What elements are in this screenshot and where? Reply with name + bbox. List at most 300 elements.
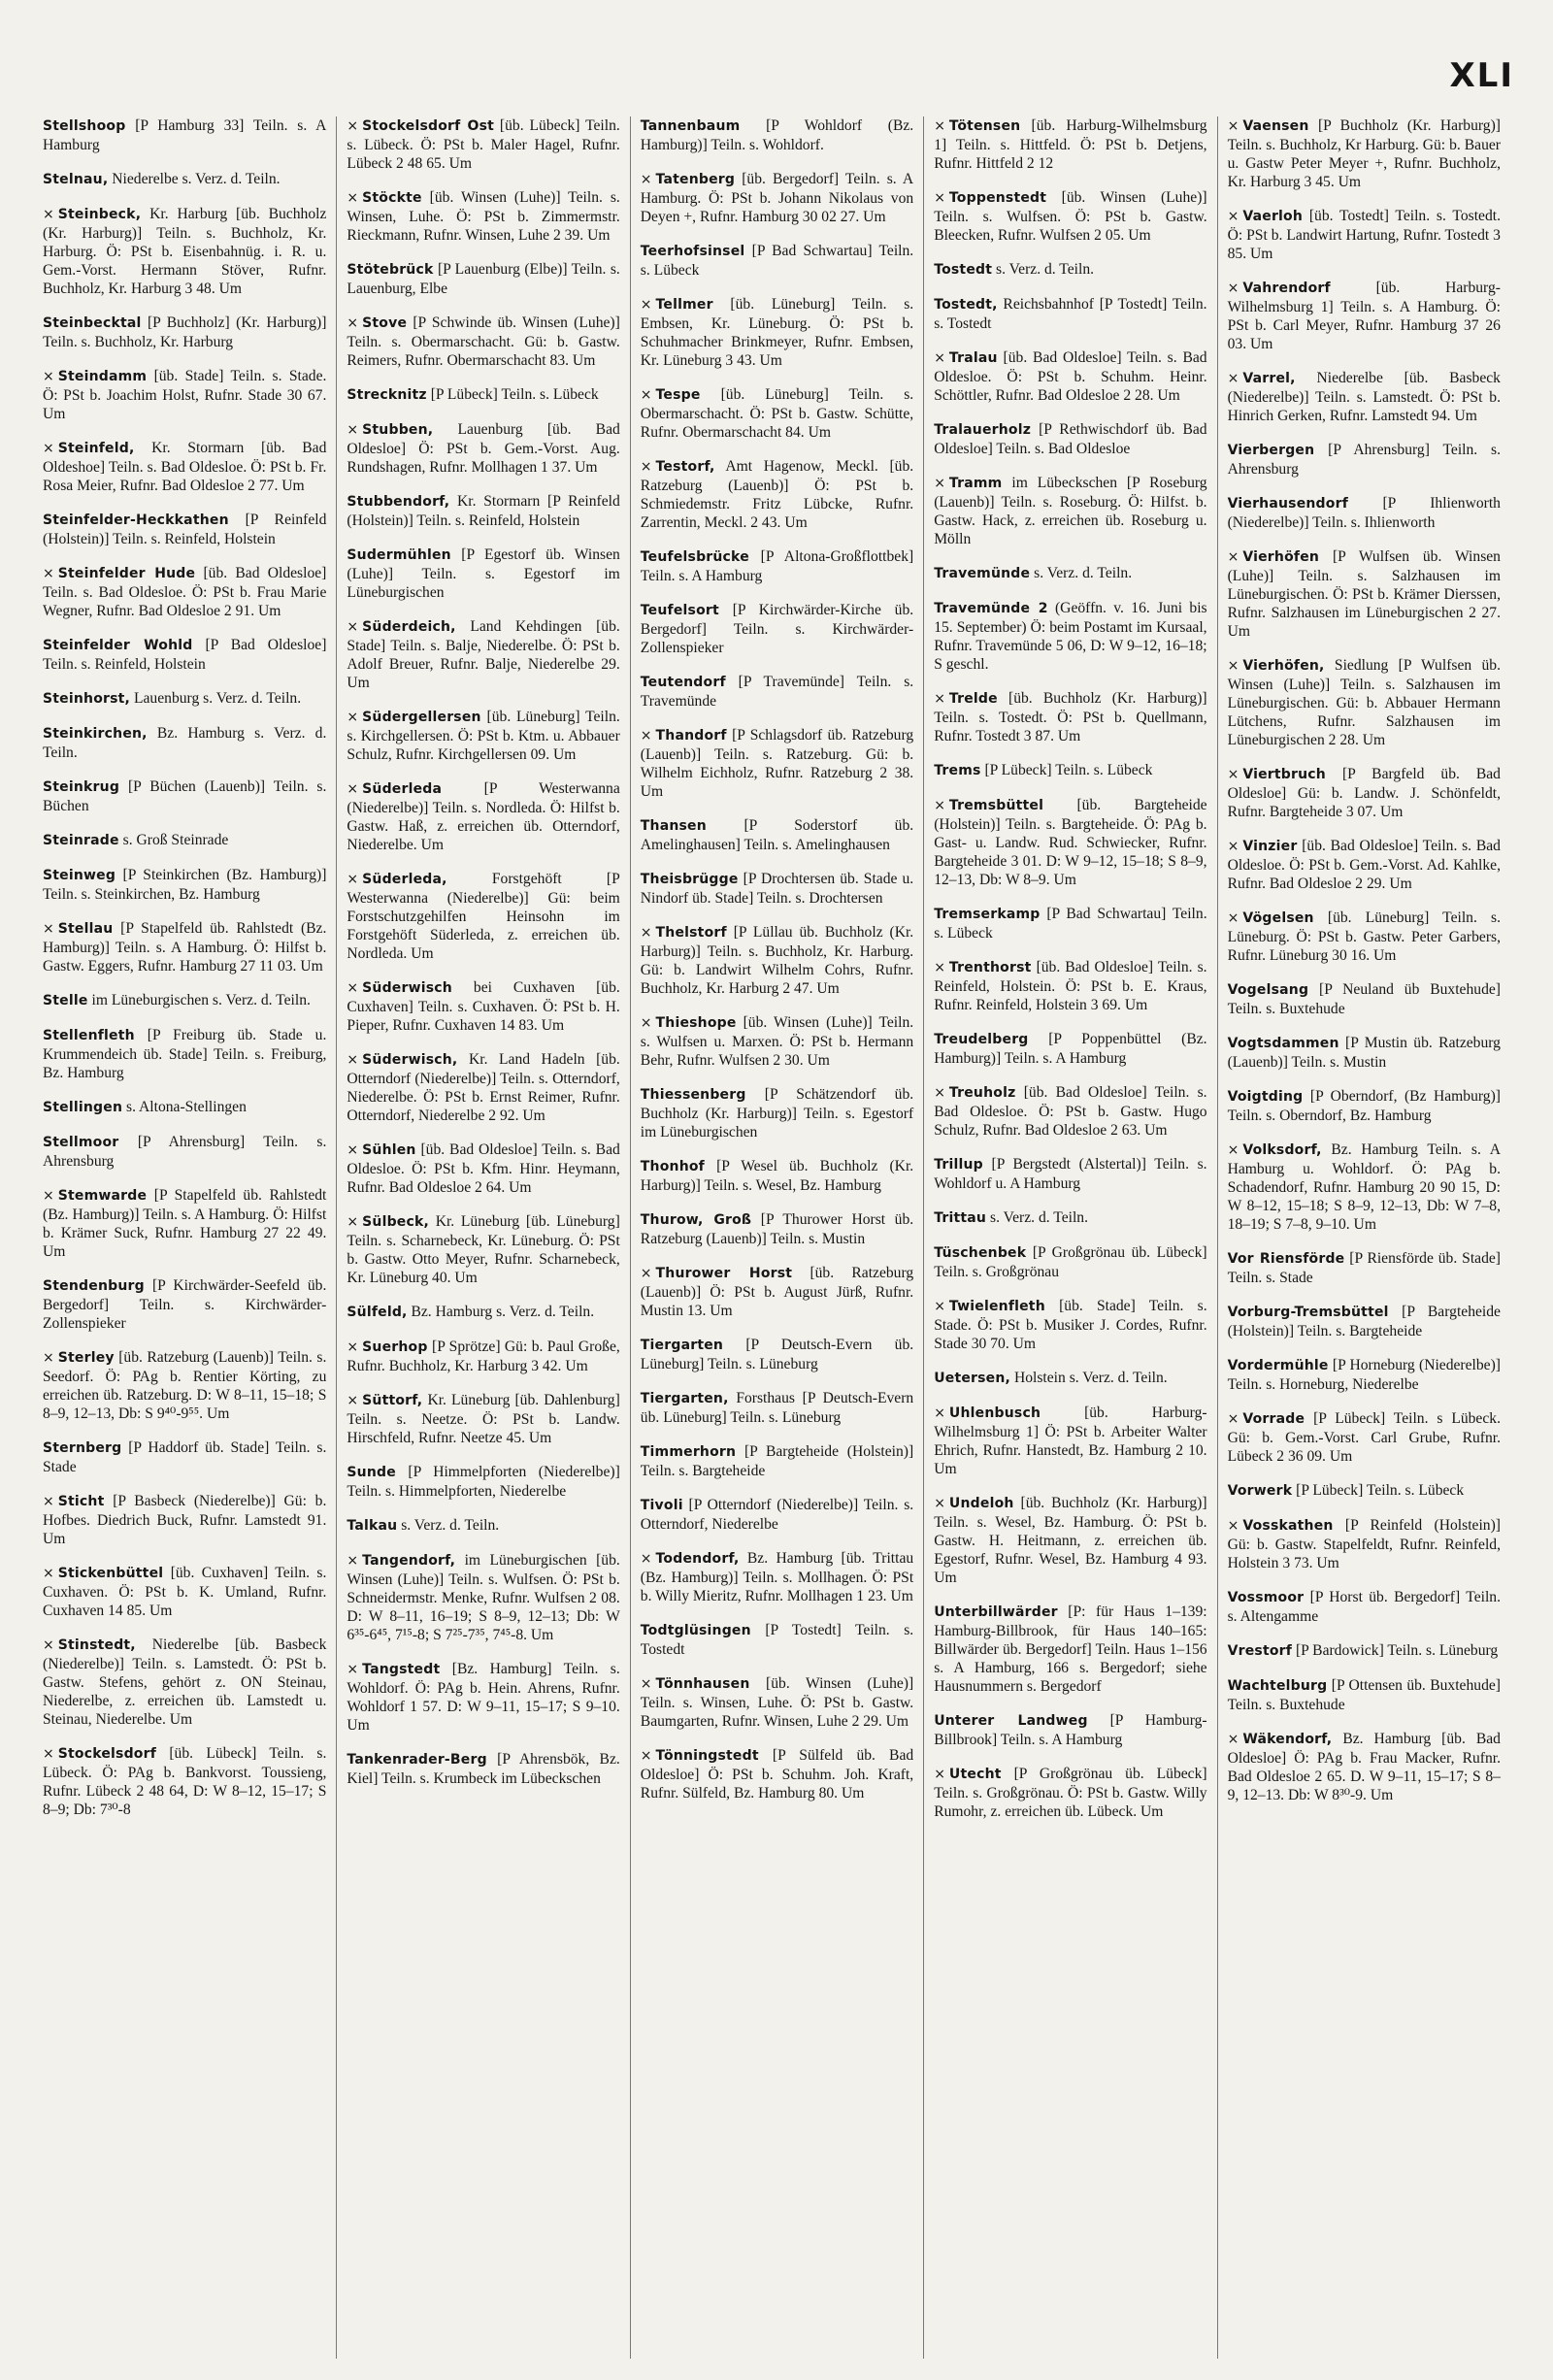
cross-mark-icon: × [347,1339,359,1355]
directory-entry [934,116,1206,173]
entry-text: [P Großgrönau üb. Lübeck] Teiln. s. Großgrönau [934,1244,1207,1280]
entry-heading: Stemwarde [57,1188,148,1204]
entry-heading: Sülbeck, [362,1214,430,1230]
entry-text: Niederelbe [üb. Basbeck (Niederelbe)] Teiln. s. Lamstedt. Ö: PSt b. Gastw. Stefens, gehört z. ON Steinau, Niederelbe, z. erreichen üb. Lamstedt u. Steinau, Niederelbe. Um [43,1636,327,1728]
cross-mark-icon: × [640,925,652,941]
entry-text: [P Sülfeld üb. Bad Oldesloe] Ö: PSt b. Schuhm. Joh. Kraft, Rufnr. Sülfeld, Bz. Hamburg 80. Um [640,1747,914,1802]
entry-heading: Theisbrügge [640,872,739,887]
entry-text: [üb. Lübeck] Teiln. s. Lübeck. Ö: PAg b. Bankvorst. Toussieng, Rufnr. Lübeck 2 48 64, D: W 8–12, 15–17; S 8–9; Db: 7³⁰-8 [43,1745,327,1818]
directory-entry [43,831,326,850]
cross-mark-icon: × [640,387,652,403]
cross-mark-icon: × [640,459,652,475]
cross-mark-icon: × [1227,1732,1239,1747]
entry-heading: Tiergarten [640,1338,724,1353]
entry-heading: Trillup [934,1157,983,1173]
entry-heading: Vordermühle [1227,1358,1329,1373]
directory-entry [347,492,619,530]
directory-entry [934,1765,1206,1821]
directory-entry [934,1711,1206,1749]
directory-entry [934,599,1206,674]
cross-mark-icon: × [43,1350,54,1366]
entry-text: [P Stapelfeld üb. Rahlstedt (Bz. Hamburg)] Teiln. s. A Hamburg. Ö: Hilfst b. Krämer Suck, Rufnr. Hamburg 27 22 49. Um [43,1187,327,1260]
cross-mark-icon: × [347,619,359,635]
entry-text: [P Oberndorf, (Bz Hamburg)] Teiln. s. Oberndorf, Bz. Hamburg [1227,1088,1501,1124]
entry-heading: Vaerloh [1242,209,1304,224]
cross-mark-icon: × [1227,1142,1239,1158]
entry-text: Amt Hagenow, Meckl. [üb. Ratzeburg (Lauenb)] Ö: PSt b. Schmiedemstr. Fritz Lübcke, Rufnr. Zarrentin, Meckl. 2 43. Um [640,458,914,531]
directory-entry [1228,909,1501,965]
directory-entry [347,188,619,245]
entry-text: [üb. Winsen (Luhe)] Teiln. s. Winsen, Luhe. Ö: PSt b. Zimmermstr. Rieckmann, Rufnr. Winsen, Luhe 2 39. Um [347,189,620,244]
directory-entry [347,1338,619,1375]
directory-entry [934,1369,1206,1388]
entry-text: [P Ahrensbök, Bz. Kiel] Teiln. s. Krumbeck im Lübeckschen [347,1751,620,1787]
cross-mark-icon: × [934,1496,945,1511]
directory-entry [43,777,326,815]
entry-heading: Stellshoop [43,118,126,134]
entry-heading: Stelnau, [43,172,109,187]
cross-mark-icon: × [1227,910,1239,926]
entry-heading: Tankenrader-Berg [347,1752,487,1768]
directory-columns [43,116,1510,2359]
entry-text: Lauenburg [üb. Bad Oldesloe] Ö: PSt b. Gem.-Vorst. Aug. Rundshagen, Rufnr. Mollhagen 1 37. Um [347,421,620,476]
entry-heading: Stubben, [362,422,434,438]
directory-entry [934,796,1206,889]
entry-text: [P Basbeck (Niederelbe)] Gü: b. Hofbes. Diedrich Buck, Rufnr. Lamstedt 91. Um [43,1493,327,1547]
entry-text: [üb. Lüneburg] Teiln. s. Kirchgellersen. Ö: PSt b. Ktm. u. Abbauer Schulz, Rufnr. Kirchgellersen 09. Um [347,709,620,763]
directory-entry [934,1243,1206,1281]
entry-text: [P Hamburg-Billbrook] Teiln. s. A Hamburg [934,1712,1207,1748]
entry-text: bei Cuxhaven [üb. Cuxhaven] Teiln. s. Cuxhaven. Ö: PSt b. H. Pieper, Rufnr. Cuxhaven 14 83. Um [347,979,620,1034]
entry-text: [üb. Lüneburg] Teiln. s. Embsen, Kr. Lüneburg. Ö: PSt b. Schuhmacher Brinkmeyer, Rufnr. Embsen, Kr. Lüneburg 3 43. Um [640,296,914,369]
entry-text: Niederelbe s. Verz. d. Teiln. [112,171,281,187]
directory-entry [641,1442,913,1480]
entry-heading: Vaensen [1242,118,1309,134]
cross-mark-icon: × [640,172,652,187]
entry-heading: Stickenbüttel [57,1566,164,1581]
entry-heading: Wäkendorf, [1242,1732,1333,1747]
entry-text: [üb. Ratzeburg (Lauenb)] Ö: PSt b. August Jürß, Rufnr. Mustin 13. Um [640,1265,914,1319]
entry-heading: Steindamm [57,369,148,384]
entry-text: [P Freiburg üb. Stade u. Krummendeich üb. Stade] Teiln. s. Freiburg, Bz. Hamburg [43,1027,327,1081]
entry-text: [üb. Harburg-Wilhelmsburg 1] Ö: PSt b. Arbeiter Walter Ehrich, Rufnr. Hanstedt, Bz. Hamburg 2 10. Um [934,1405,1207,1477]
cross-mark-icon: × [934,1299,945,1314]
entry-text: Bz. Hamburg s. Verz. d. Teiln. [411,1304,595,1320]
directory-entry [641,923,913,998]
directory-entry [347,1660,619,1735]
entry-heading: Wachtelburg [1227,1678,1328,1694]
cross-mark-icon: × [934,798,945,813]
entry-text: Bz. Hamburg [üb. Trittau (Bz. Hamburg)] Teiln. s. Mollhagen. Ö: PSt b. Willy Mieritz, Rufnr. Mollhagen 1 23. Um [640,1550,914,1604]
cross-mark-icon: × [43,1566,54,1581]
directory-entry [641,673,913,711]
entry-heading: Tremsbüttel [948,798,1044,813]
entry-heading: Trenthorst [948,960,1032,975]
directory-entry [641,1210,913,1248]
directory-entry [934,689,1206,745]
directory-entry [1228,980,1501,1018]
entry-text: Holstein s. Verz. d. Teiln. [1013,1370,1168,1386]
entry-text: [üb. Stade] Teiln. s. Stade. Ö: PSt b. Joachim Holst, Rufnr. Stade 30 67. Um [43,368,327,422]
directory-entry [1228,1303,1501,1340]
entry-text: [P Bad Oldesloe] Teiln. s. Reinfeld, Holstein [43,637,327,673]
entry-heading: Tiergarten, [640,1391,729,1406]
directory-entry [934,1297,1206,1353]
directory-entry [641,295,913,370]
entry-text: Bz. Hamburg Teiln. s. A Hamburg u. Wohldorf. Ö: PAg b. Schadendorf, Rufnr. Hamburg 20 90 15, D: W 8–12, 15–18; S 8–9, 12–13, Db: W 7–8, 18–19; S 7–8, 9–10. Um [1227,1141,1501,1233]
entry-heading: Tremserkamp [934,907,1041,922]
cross-mark-icon: × [43,207,54,222]
directory-entry [1228,1249,1501,1287]
directory-entry [347,617,619,692]
directory-entry [641,1264,913,1320]
entry-text: [P Lübeck] Teiln. s. Lübeck [1296,1482,1465,1499]
entry-heading: Vorburg-Tremsbüttel [1227,1305,1389,1320]
entry-text: [P Haddorf üb. Stade] Teiln. s. Stade [43,1439,327,1475]
entry-text: [P Egestorf üb. Winsen (Luhe)] Teiln. s. Egestorf im Lüneburgischen [347,546,620,601]
entry-heading: Timmerhorn [640,1444,737,1460]
entry-text: [P Ottensen üb. Buxtehude] Teiln. s. Buxtehude [1227,1677,1501,1713]
directory-entry [934,260,1206,280]
directory-entry [934,905,1206,942]
cross-mark-icon: × [347,872,359,887]
cross-mark-icon: × [43,1188,54,1204]
directory-entry [934,474,1206,548]
entry-heading: Thieshope [655,1015,737,1031]
entry-heading: Stubbendorf, [347,494,450,510]
directory-entry [1228,279,1501,353]
cross-mark-icon: × [1227,209,1239,224]
entry-text: [P Poppenbüttel (Bz. Hamburg)] Teiln. s. A Hamburg [934,1031,1207,1067]
entry-heading: Thansen [640,818,707,834]
entry-heading: Uhlenbusch [948,1405,1041,1421]
directory-entry [1228,547,1501,641]
entry-heading: Utecht [948,1767,1002,1782]
directory-entry [43,991,326,1010]
directory-entry [641,816,913,854]
entry-text: [P Bardowick] Teiln. s. Lüneburg [1295,1642,1499,1659]
directory-entry [1228,1140,1501,1234]
entry-heading: Uetersen, [934,1371,1011,1386]
entry-heading: Tannenbaum [640,118,741,134]
column-3 [630,116,923,2359]
entry-heading: Vrestorf [1227,1643,1293,1659]
entry-text: [P Schwinde üb. Winsen (Luhe)] Teiln. s. Obermarschacht. Gü: b. Gastw. Reimers, Rufnr. Obermarschacht 83. Um [347,314,620,369]
entry-heading: Stötebrück [347,262,434,278]
entry-text: [P Drochtersen üb. Stade u. Nindorf üb. Stade] Teiln. s. Drochtersen [640,871,914,907]
directory-entry [641,601,913,657]
cross-mark-icon: × [640,1266,652,1281]
entry-heading: Treuholz [948,1085,1016,1101]
entry-text: im Lüneburgischen s. Verz. d. Teiln. [91,992,311,1008]
entry-text: Bz. Hamburg s. Verz. d. Teiln. [43,725,327,761]
cross-mark-icon: × [347,781,359,797]
directory-entry [43,1438,326,1476]
directory-entry [43,367,326,423]
entry-text: s. Verz. d. Teiln. [990,1209,1088,1226]
cross-mark-icon: × [347,1393,359,1408]
directory-entry [934,420,1206,458]
entry-heading: Vierhausendorf [1227,496,1348,512]
entry-text: [P Bargteheide (Holstein)] Teiln. s. Bargteheide [1227,1304,1501,1339]
cross-mark-icon: × [43,921,54,937]
directory-entry [641,1496,913,1534]
directory-entry [347,420,619,477]
directory-entry [934,1155,1206,1193]
directory-entry [641,1621,913,1659]
cross-mark-icon: × [1227,658,1239,674]
entry-heading: Süttorf, [362,1393,423,1408]
entry-text: im Lüneburgischen [üb. Winsen (Luhe)] Teiln. s. Wulfsen. Ö: PSt b. Schneidermstr. Menke, Rufnr. Wulfsen 2 08. D: W 8–11, 16–19; S 8–9, 12–13; Db: W 6³⁵-6⁴⁵, 7¹⁵-8; S 7²⁵-7³⁵, 7⁴⁵-8. Um [347,1552,620,1643]
entry-heading: Travemünde 2 [934,601,1048,616]
cross-mark-icon: × [934,1085,945,1101]
entry-text: s. Verz. d. Teiln. [1034,565,1133,581]
entry-text: [P Rethwischdorf üb. Bad Oldesloe] Teiln. s. Bad Oldesloe [934,421,1207,457]
entry-text: Kr. Stormarn [üb. Bad Oldeshoe] Teiln. s. Bad Oldesloe. Ö: PSt b. Fr. Rosa Meier, Rufnr. Bad Oldesloe 2 77. Um [43,440,327,494]
entry-text: [P Bargfeld üb. Bad Oldesloe] Gü: b. Landw. J. Schönfeldt, Rufnr. Bargteheide 3 07. Um [1227,766,1501,820]
entry-heading: Steinfeld, [57,441,135,456]
directory-entry [1228,1641,1501,1661]
directory-entry [347,545,619,602]
entry-text: [P Bergstedt (Alstertal)] Teiln. s. Wohldorf u. A Hamburg [934,1156,1207,1192]
entry-heading: Voigtding [1227,1089,1304,1105]
directory-entry [1228,1409,1501,1466]
entry-heading: Unterbillwärder [934,1604,1058,1620]
directory-entry [43,1348,326,1423]
directory-entry [641,1013,913,1070]
entry-heading: Viertbruch [1242,767,1326,782]
entry-heading: Tangstedt [362,1662,441,1677]
entry-heading: Tralau [948,350,998,366]
entry-heading: Steinhorst, [43,691,131,707]
directory-entry [43,170,326,189]
directory-entry [934,761,1206,780]
cross-mark-icon: × [347,1214,359,1230]
column-5 [1217,116,1510,2359]
entry-heading: Varrel, [1242,371,1296,386]
directory-entry [43,689,326,709]
entry-heading: Tostedt, [934,297,998,313]
directory-entry [934,295,1206,333]
entry-text: [P Lübeck] Teiln. s. Lübeck [984,762,1153,778]
entry-heading: Teutendorf [640,675,726,690]
directory-entry [1228,1481,1501,1501]
entry-heading: Stöckte [362,190,422,206]
entry-heading: Sticht [57,1494,105,1509]
entry-heading: Vierhöfen [1242,549,1320,565]
directory-entry [641,1389,913,1427]
entry-text: [P Schlagsdorf üb. Ratzeburg (Lauenb)] Teiln. s. Ratzeburg. Gü: b. Wilhelm Eichholz, Rufnr. Ratzeburg 2 38. Um [640,727,914,800]
directory-entry [347,260,619,298]
entry-heading: Sunde [347,1465,396,1480]
directory-entry [934,564,1206,583]
entry-text: [P Büchen (Lauenb)] Teiln. s. Büchen [43,778,327,814]
entry-heading: Stellenfleth [43,1028,135,1043]
entry-text: [P Deutsch-Evern üb. Lüneburg] Teiln. s. Lüneburg [640,1337,914,1372]
directory-entry [934,188,1206,245]
entry-heading: Trittau [934,1210,987,1226]
entry-heading: Thandorf [655,728,727,744]
directory-entry [43,564,326,620]
entry-text: [P Bad Schwartau] Teiln. s. Lübeck [934,906,1207,942]
cross-mark-icon: × [1227,839,1239,854]
cross-mark-icon: × [347,1662,359,1677]
entry-heading: Steinkirchen, [43,726,148,742]
entry-text: Kr. Harburg [üb. Buchholz (Kr. Harburg)] Teiln. s. Buchholz, Kr. Harburg. Ö: PSt b. Eisenbahnüg. i. R. u. Gem.-Vorst. Hermann Stöver, Rufnr. Buchholz, Kr. Harburg 3 48. Um [43,206,327,297]
entry-text: [P Sprötze] Gü: b. Paul Große, Rufnr. Buchholz, Kr. Harburg 3 42. Um [347,1339,620,1374]
directory-entry [641,1336,913,1373]
entry-heading: Strecknitz [347,387,427,403]
entry-text: [P Wohldorf (Bz. Hamburg)] Teiln. s. Wohldorf. [640,117,914,153]
directory-entry [1228,1087,1501,1125]
directory-entry [347,978,619,1035]
entry-heading: Twielenfleth [948,1299,1045,1314]
cross-mark-icon: × [640,1748,652,1764]
directory-entry [43,1026,326,1082]
directory-entry [347,385,619,405]
entry-heading: Talkau [347,1518,398,1534]
directory-entry [43,724,326,762]
entry-text: Kr. Stormarn [P Reinfeld (Holstein)] Teiln. s. Reinfeld, Holstein [347,493,620,529]
entry-text: [P Mustin üb. Ratzeburg (Lauenb)] Teiln. s. Mustin [1227,1035,1501,1071]
entry-text: [P Reinfeld (Holstein)] Gü: b. Gastw. Stapelfeldt, Rufnr. Reinfeld, Holstein 3 73. Um [1227,1517,1501,1571]
entry-text: im Lübeckschen [P Roseburg (Lauenb)] Teiln. s. Roseburg. Ö: Hilfst. b. Gastw. Hack, z. erreichen üb. Roseburg u. Mölln [934,475,1207,547]
cross-mark-icon: × [347,118,359,134]
entry-text: [P Wesel üb. Buchholz (Kr. Harburg)] Teiln. s. Wesel, Bz. Hamburg [640,1158,914,1194]
entry-heading: Tralauerholz [934,422,1032,438]
entry-text: [üb. Bad Oldesloe] Teiln. s. Bad Oldesloe. Ö: PSt b. Schuhm. Heinr. Schöttler, Rufnr. Bad Oldesloe 2 28. Um [934,349,1207,404]
directory-entry [347,1516,619,1536]
column-2 [336,116,629,2359]
cross-mark-icon: × [43,369,54,384]
directory-entry [641,385,913,442]
directory-entry [1228,441,1501,479]
entry-heading: Vogtsdammen [1227,1036,1339,1051]
entry-text: [üb. Harburg-Wilhelmsburg 1] Teiln. s. Hittfeld. Ö: PSt b. Detjens, Rufnr. Hittfeld 2 12 [934,117,1207,172]
entry-text: s. Altona-Stellingen [126,1099,247,1115]
entry-heading: Todtglüsingen [640,1623,751,1638]
cross-mark-icon: × [934,350,945,366]
cross-mark-icon: × [934,1405,945,1421]
cross-mark-icon: × [1227,767,1239,782]
page-number: XLI [1449,56,1514,95]
entry-heading: Trelde [948,691,998,707]
directory-entry [43,1744,326,1819]
entry-heading: Sülfeld, [347,1305,408,1320]
entry-text: [P Altona-Großflottbek] Teiln. s. A Hamburg [640,548,914,584]
entry-heading: Trems [934,763,981,778]
directory-entry [641,170,913,226]
entry-text: [üb. Bad Oldesloe] Teiln. s. Bad Oldesloe. Ö: PSt b. Gem.-Vorst. Ad. Kahlke, Rufnr. Bad Oldesloe 2 29. Um [1227,838,1501,892]
directory-entry [347,1463,619,1501]
entry-heading: Tivoli [640,1498,683,1513]
entry-text: [üb. Tostedt] Teiln. s. Tostedt. Ö: PSt b. Landwirt Hartung, Rufnr. Tostedt 3 85. Um [1227,208,1501,262]
directory-entry [43,1098,326,1117]
entry-heading: Teufelsort [640,603,719,618]
entry-text: [P Hamburg 33] Teiln. s. A Hamburg [43,117,327,153]
entry-heading: Vahrendorf [1242,281,1331,296]
directory-entry [1228,1730,1501,1804]
directory-entry [1228,494,1501,532]
entry-heading: Toppenstedt [948,190,1047,206]
entry-heading: Thurower Horst [655,1266,793,1281]
entry-heading: Vor Riensförde [1227,1251,1345,1267]
directory-entry [934,958,1206,1014]
entry-text: [P Thurower Horst üb. Ratzeburg (Lauenb)] Teiln. s. Mustin [640,1211,914,1247]
entry-text: [P Horst üb. Bergedorf] Teiln. s. Altengamme [1227,1589,1501,1625]
entry-heading: Sterley [57,1350,115,1366]
directory-entry [347,1551,619,1644]
cross-mark-icon: × [934,190,945,206]
entry-heading: Steinfelder Hude [57,566,196,581]
entry-text: [üb. Winsen (Luhe)] Teiln. s. Wulfsen. Ö: PSt b. Gastw. Bleecken, Rufnr. Wulfsen 2 05. Um [934,189,1207,244]
directory-entry [43,636,326,674]
entry-text: [P Ahrensburg] Teiln. s. Ahrensburg [43,1134,327,1170]
entry-text: [P Lübeck] Teiln. s. Lübeck [430,386,599,403]
entry-text: s. Groß Steinrade [122,832,229,848]
entry-text: [üb. Bad Oldesloe] Teiln. s. Bad Oldesloe. Ö: PSt b. Kfm. Hinr. Heymann, Rufnr. Bad Oldesloe 2 64. Um [347,1141,620,1196]
directory-entry [1228,765,1501,821]
entry-heading: Thelstorf [655,925,727,941]
entry-heading: Süderwisch, [362,1052,458,1068]
entry-text: [üb. Bad Oldesloe] Teiln. s. Reinfeld, Holstein. Ö: PSt b. E. Kraus, Rufnr. Reinfeld, Holstein 3 69. Um [934,959,1207,1013]
directory-entry [641,870,913,908]
directory-entry [641,547,913,585]
cross-mark-icon: × [347,315,359,331]
directory-entry [641,1746,913,1802]
entry-text: [P Ihlienworth (Niederelbe)] Teiln. s. Ihlienworth [1227,495,1501,531]
cross-mark-icon: × [934,1767,945,1782]
directory-entry [43,866,326,904]
entry-heading: Tostedt [934,262,993,278]
directory-entry [43,919,326,975]
entry-text: Lauenburg s. Verz. d. Teiln. [133,690,302,707]
cross-mark-icon: × [43,1637,54,1653]
entry-text: [P Bad Schwartau] Teiln. s. Lübeck [640,243,914,279]
cross-mark-icon: × [347,980,359,996]
directory-entry [347,708,619,764]
cross-mark-icon: × [347,710,359,725]
directory-entry [43,1276,326,1333]
entry-text: [P Buchholz (Kr. Harburg)] Teiln. s. Buchholz, Kr Harburg. Gü: b. Bauer u. Gastw Peter Meyer +, Rufnr. Buchholz, Kr. Harburg 3 45. Um [1227,117,1501,190]
cross-mark-icon: × [934,960,945,975]
cross-mark-icon: × [43,566,54,581]
cross-mark-icon: × [1227,1518,1239,1534]
entry-heading: Steinbeck, [57,207,142,222]
directory-entry [641,457,913,532]
directory-entry [43,1492,326,1548]
entry-heading: Sternberg [43,1440,122,1456]
directory-entry [43,314,326,351]
entry-heading: Vorwerk [1227,1483,1293,1499]
cross-mark-icon: × [347,1142,359,1158]
cross-mark-icon: × [1227,281,1239,296]
entry-heading: Treudelberg [934,1032,1029,1047]
entry-heading: Steinrade [43,833,119,848]
entry-heading: Süderleda [362,781,443,797]
entry-heading: Volksdorf, [1242,1142,1322,1158]
entry-heading: Tangendorf, [362,1553,456,1569]
entry-text: [P Travemünde] Teiln. s. Travemünde [640,674,914,710]
directory-entry [43,1133,326,1171]
entry-heading: Undeloh [948,1496,1014,1511]
directory-entry [43,439,326,495]
entry-text: [P Tostedt] Teiln. s. Tostedt [640,1622,914,1658]
directory-entry [347,1212,619,1287]
entry-text: [P Horneburg (Niederelbe)] Teiln. s. Horneburg, Niederelbe [1227,1357,1501,1393]
entry-text: [üb. Ratzeburg (Lauenb)] Teiln. s. Seedorf. Ö: PAg b. Rentier Körting, zu erreichen üb. Ratzeburg. D: W 8–11, 15–18; S 8–9, 12–13, Db: S 9⁴⁰-9⁵⁵. Um [43,1349,327,1422]
cross-mark-icon: × [934,691,945,707]
